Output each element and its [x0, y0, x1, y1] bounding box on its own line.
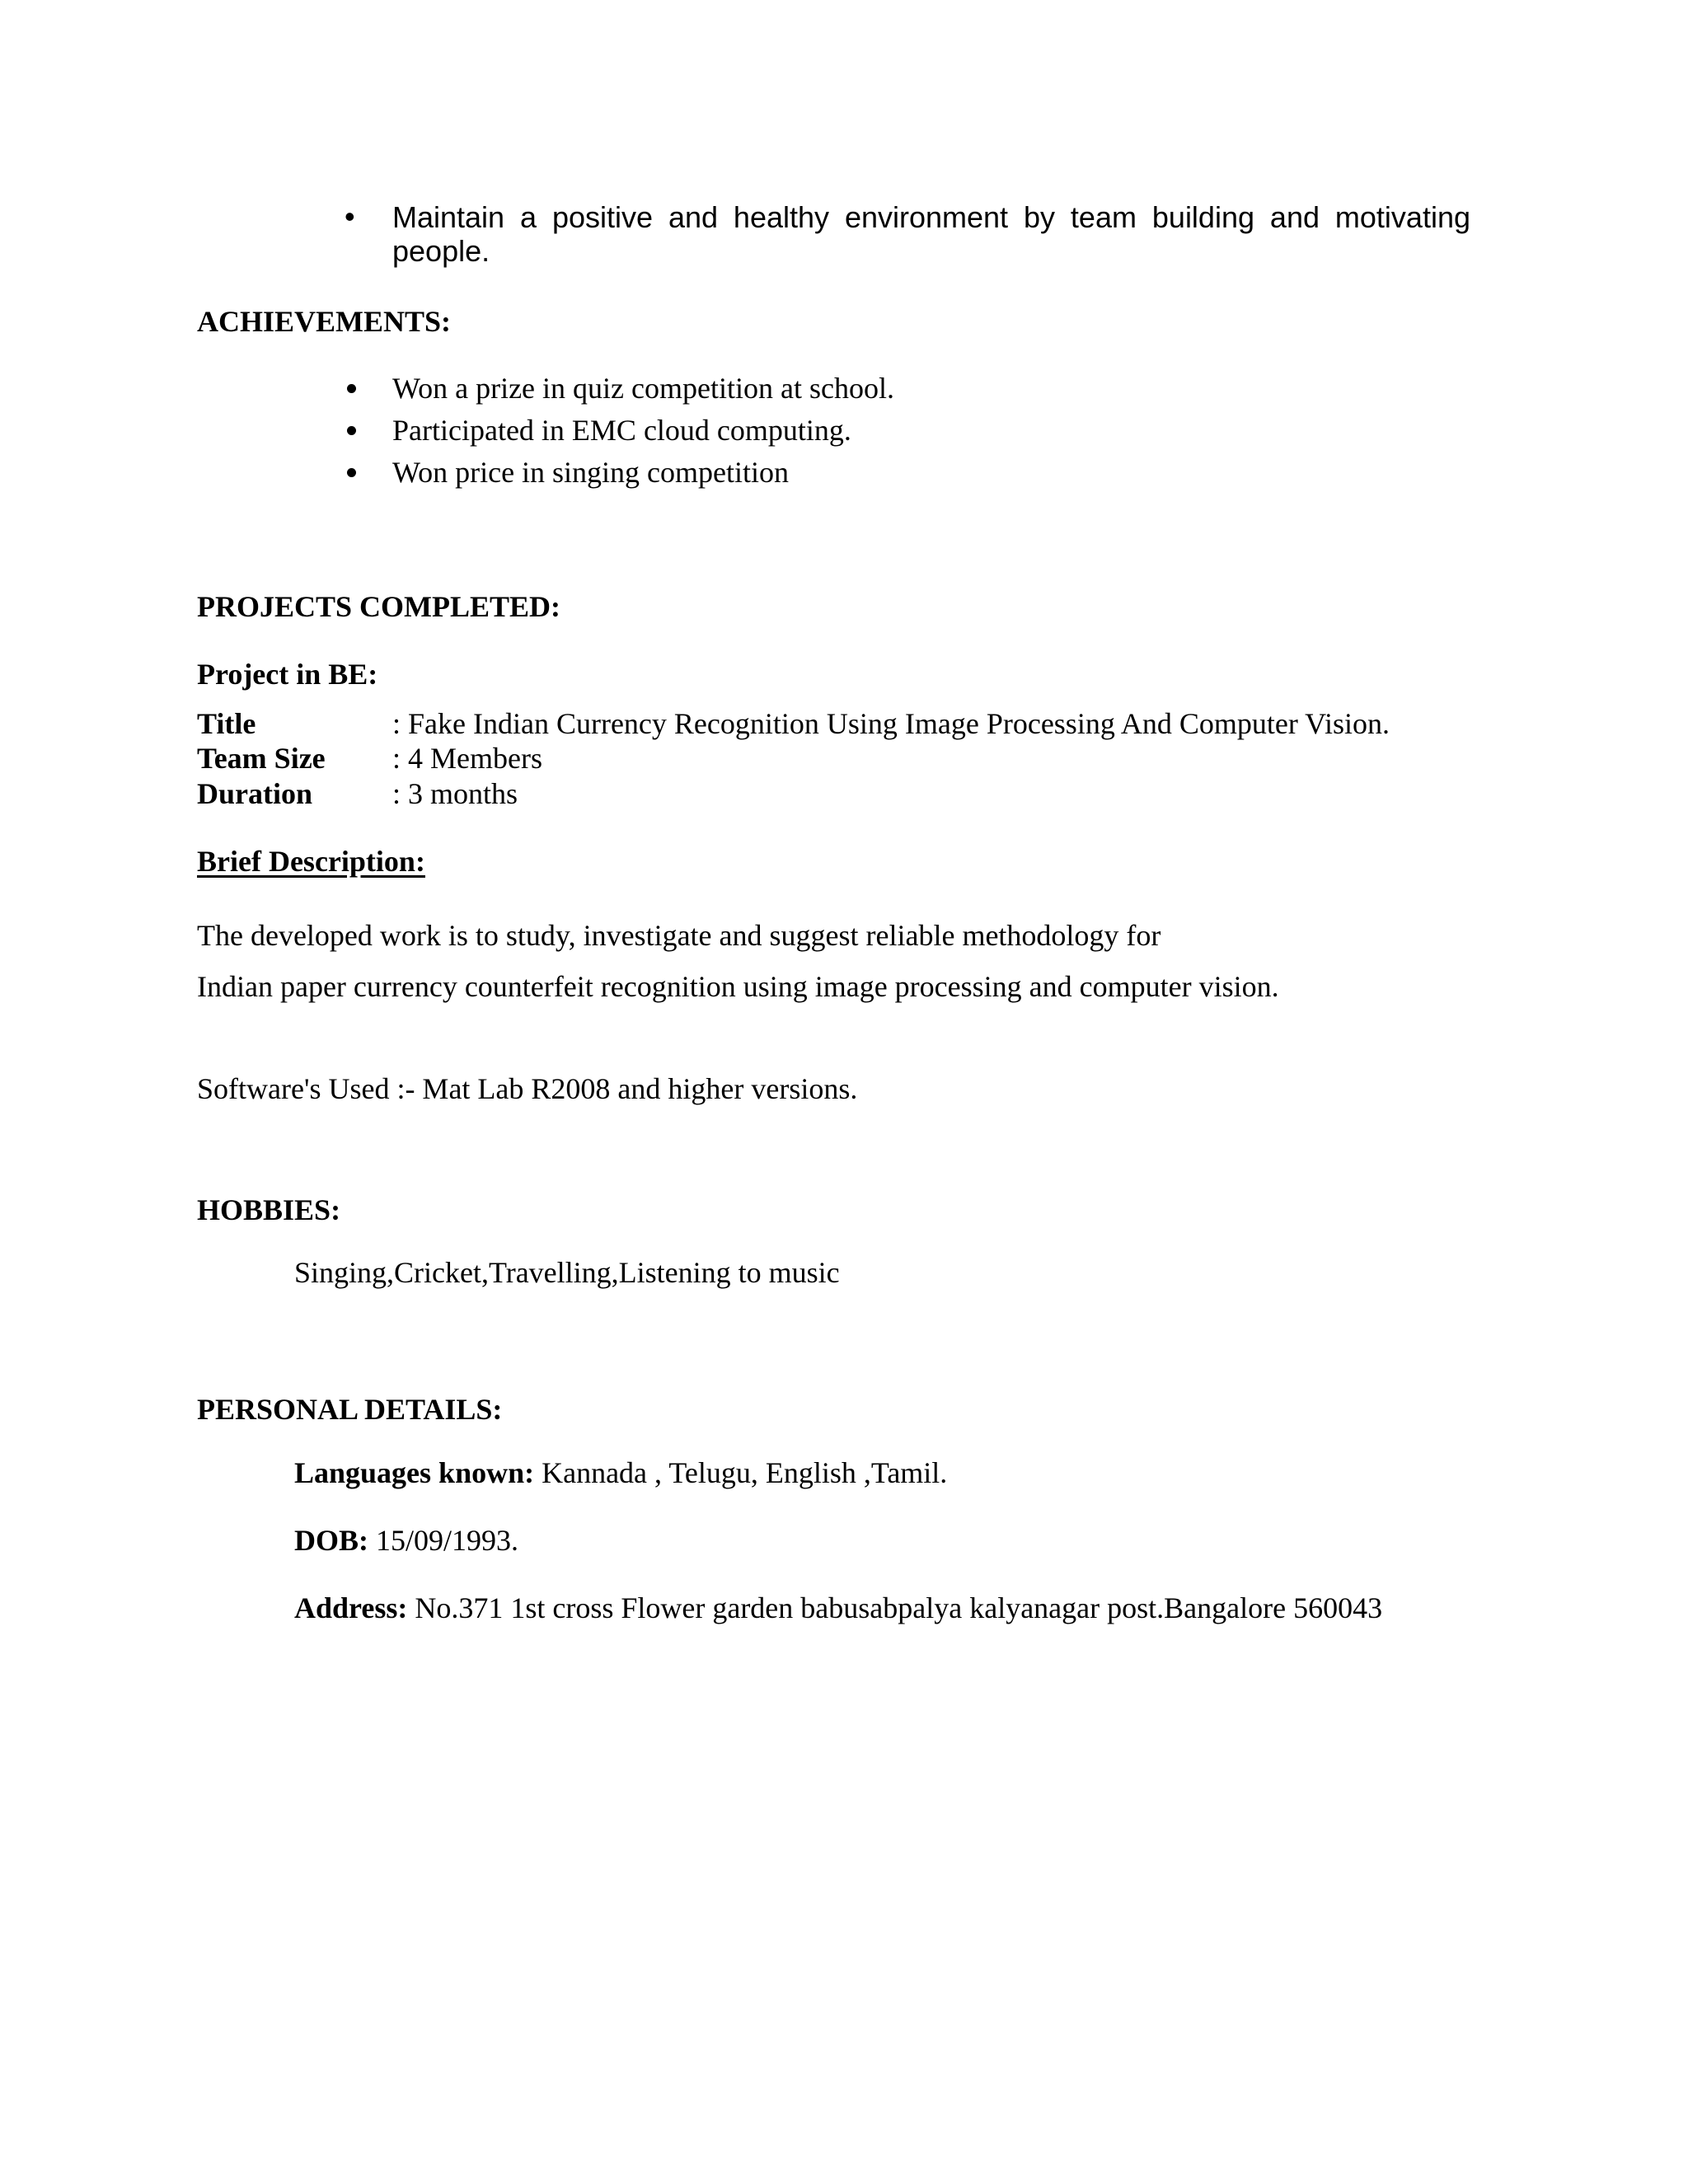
achievement-bullet-2: [347, 426, 356, 435]
personal-details-heading: PERSONAL DETAILS:: [197, 1393, 503, 1426]
address-label: Address:: [294, 1591, 408, 1624]
achievement-item-3: Won price in singing competition: [392, 456, 790, 489]
dob-label: DOB:: [294, 1524, 368, 1557]
project-title-value: : Fake Indian Currency Recognition Using Image Processing And Computer Vision.: [392, 707, 1390, 740]
languages-line: [294, 1455, 947, 1491]
description-line-2: Indian paper currency counterfeit recognition using image processing and computer vision.: [197, 970, 1279, 1003]
dob-value: 15/09/1993.: [376, 1524, 519, 1557]
achievement-bullet-1: [347, 384, 356, 393]
bullet-marker: •: [345, 199, 355, 233]
software-used: Software's Used :- Mat Lab R2008 and higher versions.: [197, 1072, 858, 1105]
achievement-bullet-3: [347, 468, 356, 477]
dob-line: [294, 1522, 518, 1558]
duration-value: : 3 months: [392, 777, 518, 810]
achievement-item-2: Participated in EMC cloud computing.: [392, 414, 851, 447]
address-value: No.371 1st cross Flower garden babusabpalya kalyanagar post.Bangalore 560043: [415, 1591, 1383, 1624]
team-size-value: : 4 Members: [392, 742, 542, 775]
duration-label: Duration: [197, 777, 313, 810]
projects-heading: PROJECTS COMPLETED:: [197, 590, 561, 623]
top-bullet-text: Maintain a positive and healthy environment by team building and motivating people.: [392, 200, 1470, 268]
project-subheading: Project in BE:: [197, 658, 378, 691]
brief-description-heading: Brief Description:: [197, 845, 425, 878]
languages-label: Languages known:: [294, 1456, 535, 1489]
languages-value: Kannada , Telugu, English ,Tamil.: [542, 1456, 948, 1489]
description-line-1: The developed work is to study, investigate and suggest reliable methodology for: [197, 919, 1161, 952]
achievements-heading: ACHIEVEMENTS:: [197, 305, 452, 338]
team-size-label: Team Size: [197, 742, 326, 775]
project-title-label: Title: [197, 707, 256, 740]
address-line: [294, 1590, 1382, 1626]
achievement-item-1: Won a prize in quiz competition at school.: [392, 372, 894, 405]
hobbies-heading: HOBBIES:: [197, 1193, 341, 1226]
hobbies-text: Singing,Cricket,Travelling,Listening to music: [294, 1256, 840, 1289]
